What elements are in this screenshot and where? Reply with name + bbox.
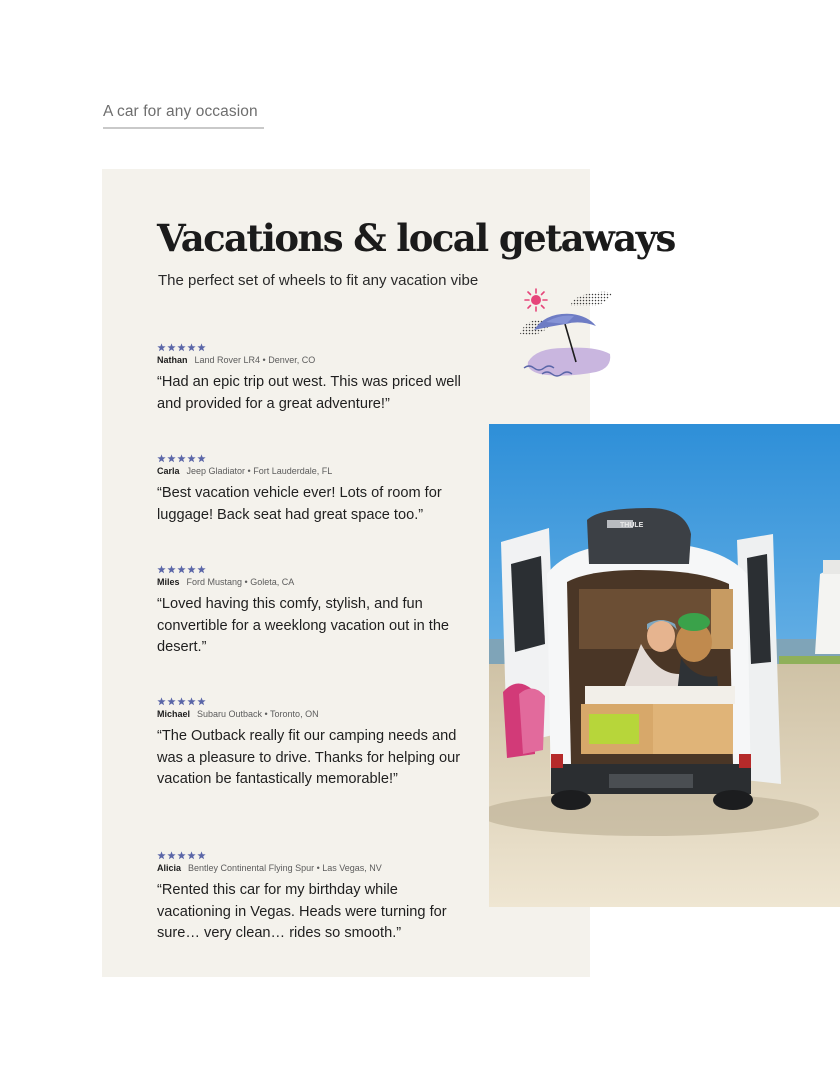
reviewed-vehicle: Land Rover LR4 • Denver, CO xyxy=(194,355,316,365)
star-icon xyxy=(157,450,166,459)
star-rating xyxy=(157,561,467,571)
star-icon xyxy=(197,693,206,702)
star-icon xyxy=(157,847,166,856)
section-label: A car for any occasion xyxy=(103,103,258,120)
review-meta xyxy=(157,355,467,365)
camper-van-illustration xyxy=(489,424,840,907)
review-quote: “Best vacation vehicle ever! Lots of room for luggage! Back seat had great space too.” xyxy=(157,485,442,523)
star-rating xyxy=(157,693,467,703)
star-icon xyxy=(187,450,196,459)
star-icon xyxy=(197,450,206,459)
star-rating xyxy=(157,847,467,857)
star-icon xyxy=(167,847,176,856)
star-icon xyxy=(187,561,196,570)
star-icon xyxy=(157,561,166,570)
page-title: Vacations & local getaways xyxy=(157,216,675,260)
star-rating xyxy=(157,450,467,460)
star-icon xyxy=(167,450,176,459)
review-card xyxy=(157,847,467,945)
star-icon xyxy=(157,693,166,702)
reviewer-name: Carla xyxy=(157,466,180,476)
review-card xyxy=(157,693,467,791)
reviewed-vehicle: Subaru Outback • Toronto, ON xyxy=(197,709,319,719)
star-icon xyxy=(177,561,186,570)
star-icon xyxy=(177,847,186,856)
star-icon xyxy=(197,847,206,856)
reviewed-vehicle: Bentley Continental Flying Spur • Las Vegas, NV xyxy=(188,863,382,873)
star-icon xyxy=(177,339,186,348)
review-meta xyxy=(157,709,467,719)
star-icon xyxy=(177,450,186,459)
star-rating xyxy=(157,339,467,349)
star-icon xyxy=(157,339,166,348)
star-icon xyxy=(187,339,196,348)
review-quote: “Loved having this comfy, stylish, and fun convertible for a weeklong vacation out in the desert.” xyxy=(157,596,450,656)
star-icon xyxy=(167,693,176,702)
star-icon xyxy=(167,339,176,348)
reviewer-name: Michael xyxy=(157,709,191,719)
beach-umbrella-sun-icon xyxy=(516,284,616,384)
roof-box-logo: THULE xyxy=(620,522,644,529)
star-icon xyxy=(167,561,176,570)
star-icon xyxy=(197,339,206,348)
review-quote: “Rented this car for my birthday while vacationing in Vegas. Heads were turning for sure… very clean… rides so smooth.” xyxy=(157,882,447,942)
review-meta xyxy=(157,466,467,476)
reviewed-vehicle: Ford Mustang • Goleta, CA xyxy=(186,577,295,587)
page-subtitle: The perfect set of wheels to fit any vacation vibe xyxy=(158,272,479,289)
star-icon xyxy=(197,561,206,570)
review-meta xyxy=(157,863,467,873)
reviewer-name: Miles xyxy=(157,577,180,587)
reviewer-name: Alicia xyxy=(157,863,182,873)
review-quote: “The Outback really fit our camping needs and was a pleasure to drive. Thanks for helping our vacation be fantastically memorable!” xyxy=(157,728,461,788)
review-card xyxy=(157,339,467,415)
section-label-underline xyxy=(103,127,264,129)
star-icon xyxy=(187,693,196,702)
camper-van-photo xyxy=(489,424,840,907)
reviewer-name: Nathan xyxy=(157,355,188,365)
review-card xyxy=(157,450,467,526)
reviewed-vehicle: Jeep Gladiator • Fort Lauderdale, FL xyxy=(186,466,333,476)
review-card xyxy=(157,561,467,659)
star-icon xyxy=(187,847,196,856)
review-quote: “Had an epic trip out west. This was priced well and provided for a great adventure!” xyxy=(157,374,461,412)
review-meta xyxy=(157,577,467,587)
star-icon xyxy=(177,693,186,702)
